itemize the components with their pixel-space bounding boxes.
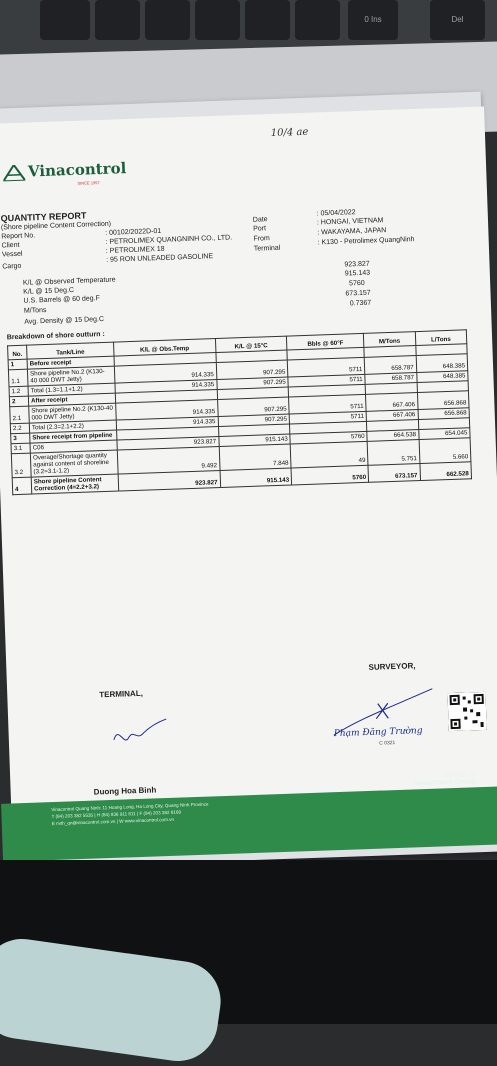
- table-cell-desc: Shore pipeline Content Correction (4=2.2+3.2): [31, 474, 119, 494]
- right-field-label: From: [253, 235, 270, 243]
- terminal-signature: [108, 718, 169, 750]
- footer-member-of: Member of: [414, 771, 476, 780]
- breakdown-table: [7, 329, 472, 495]
- table-cell-kl-obs: 914.335: [116, 417, 218, 431]
- measure-value: 915.143: [345, 270, 371, 278]
- table-cell-mt: 658.787: [365, 373, 417, 385]
- right-field-value: : HONGAI, VIETNAM: [317, 217, 384, 226]
- field-label: Cargo: [2, 263, 21, 271]
- report-subtitle: (Shore pipeline Content Correction): [1, 221, 111, 232]
- field-value: : PETROLIMEX QUANGNINH CO., LTD.: [105, 234, 232, 245]
- table-cell-desc: After receipt: [28, 393, 115, 406]
- table-cell-mt: 664.538: [367, 430, 419, 442]
- vinacontrol-logo-icon: [3, 165, 26, 182]
- right-field-value: : WAKAYAMA, JAPAN: [317, 227, 386, 236]
- right-field-value: : 05/04/2022: [317, 209, 356, 217]
- right-field-label: Date: [253, 216, 268, 224]
- report-title: QUANTITY REPORT: [0, 210, 86, 223]
- keyboard-key: [295, 0, 340, 40]
- table-cell-desc: Total (2.3=2.1+2.2): [29, 420, 116, 433]
- table-cell-mt: 658.787: [364, 356, 416, 375]
- qr-code: [447, 692, 486, 731]
- table-cell-kl-obs: 914.335: [114, 363, 216, 384]
- keyboard-key: [95, 0, 140, 40]
- measure-value: 5760: [349, 280, 365, 288]
- table-cell-lt: 656.868: [417, 391, 469, 410]
- logo-text: Vinacontrol: [28, 159, 127, 180]
- footer-email: E nvth_qn@vinacontrol.com.vn | W www.vinacontrol.com.vn: [52, 815, 209, 827]
- table-cell-kl15: 907.295: [216, 377, 288, 389]
- keyboard-key: [245, 0, 290, 40]
- table-cell-no: 1: [8, 359, 27, 370]
- table-cell-bbls: 5711: [289, 411, 366, 424]
- table-cell-kl15: 907.295: [217, 397, 289, 416]
- table-cell-kl-obs: 914.335: [115, 380, 217, 394]
- table-cell-no: 3.2: [11, 453, 31, 478]
- table-cell-kl15: 7.848: [219, 444, 291, 470]
- table-cell-desc: Before receipt: [27, 356, 114, 369]
- quantity-report-page: [0, 107, 497, 859]
- vinacontrol-logo: [3, 159, 127, 181]
- table-cell-kl15: 915.143: [220, 468, 292, 487]
- surveyor-signature: Phạm Đăng Trường: [334, 726, 423, 739]
- table-cell-no: 2.1: [10, 406, 30, 424]
- table-cell-mt: 667.406: [366, 393, 418, 412]
- handwritten-mark: 10/4 ae: [271, 127, 309, 139]
- footer-phone: T (84) 203 382 5535 | H (84) 936 911 811 | F (84) 203 382 6169: [51, 808, 208, 820]
- table-cell-no: 1.1: [8, 369, 28, 387]
- table-cell-desc: Shore pipeline No.2 (K130-40 000 DWT Jetty): [29, 403, 117, 423]
- measure-value: 923.827: [344, 261, 370, 269]
- table-cell-bbls: 5711: [289, 394, 367, 414]
- measure-value: 673.157: [345, 290, 371, 298]
- table-cell-bbls: 49: [290, 441, 368, 468]
- measure-value: 0.7367: [350, 300, 372, 308]
- table-cell-lt: 662.528: [420, 462, 472, 481]
- table-cell-desc: Shore receipt from pipeline: [30, 430, 117, 443]
- table-cell-no: 3.1: [11, 443, 30, 454]
- field-label: Report No.: [1, 232, 35, 240]
- field-label: Vessel: [2, 251, 23, 259]
- column-header: M/Tons: [364, 332, 416, 348]
- table-cell-desc: Total (1.3=1.1+1.2): [28, 383, 115, 396]
- table-cell-no: 1.2: [9, 386, 28, 397]
- surveyor-label: SURVEYOR,: [368, 661, 415, 672]
- table-cell-no: 4: [12, 477, 32, 495]
- table-cell-no: 2: [9, 396, 28, 407]
- table-cell-kl15: 907.295: [218, 414, 290, 426]
- table-cell-mt: 5.751: [367, 440, 419, 466]
- table-cell-kl-obs: 9.492: [117, 447, 219, 475]
- keyboard-key-del: Del: [430, 0, 485, 40]
- table-cell-kl-obs: 914.335: [116, 400, 218, 421]
- measure-label: M/Tons: [24, 307, 47, 315]
- column-header: K/L @ 15°C: [215, 336, 287, 352]
- footer-address: Vinacontrol Quang Ninh: 11 Hoang Long, Ha Long City, Quang Ninh Province: [51, 801, 208, 813]
- terminal-name: Duong Hoa Binh: [94, 785, 157, 796]
- column-header: K/L @ Obs.Temp: [114, 339, 216, 357]
- field-value: : PETROLIMEX 18: [106, 246, 165, 255]
- keyboard-key-ins: 0 Ins: [348, 0, 398, 40]
- table-cell-bbls: 5760: [290, 431, 367, 444]
- field-value: : 00102/2022D-01: [105, 228, 161, 237]
- field-label: Client: [1, 242, 19, 250]
- table-cell-kl15: 915.143: [218, 434, 290, 446]
- column-header: No.: [8, 345, 27, 360]
- logo-since: SINCE 1957: [77, 180, 99, 186]
- table-cell-lt: 648.385: [416, 371, 468, 383]
- measure-label: K/L @ Observed Temperature: [23, 277, 116, 287]
- table-cell-bbls: 5760: [291, 465, 369, 485]
- table-cell-kl-obs: 923.827: [117, 437, 219, 451]
- table-cell-kl-obs: 923.827: [118, 470, 220, 491]
- breakdown-title: Breakdown of shore outturn :: [7, 331, 105, 341]
- keyboard-key: [40, 0, 90, 40]
- column-header: L/Tons: [415, 330, 467, 346]
- table-cell-kl15: 907.295: [216, 360, 288, 379]
- footer-member: [414, 771, 476, 787]
- table-cell-desc: Overage/Shortage quantity against content of shoreline (3.2=3.1-1.2): [30, 450, 118, 477]
- right-field-label: Port: [253, 225, 266, 232]
- measure-label: K/L @ 15 Deg.C: [23, 287, 74, 296]
- footer-group: Vinacontrol Group: [414, 778, 476, 787]
- table-cell-lt: 5.660: [419, 438, 471, 464]
- table-cell-lt: 648.385: [416, 354, 468, 373]
- table-cell-lt: 656.868: [418, 408, 470, 420]
- right-field-label: Terminal: [254, 245, 281, 253]
- table-cell-mt: 667.406: [366, 410, 418, 422]
- table-cell-bbls: 5711: [288, 374, 365, 387]
- table-cell-mt: 673.157: [368, 464, 420, 483]
- column-header: Tank/Line: [27, 342, 114, 359]
- keyboard-key: [195, 0, 240, 40]
- column-header: Bbls @ 60°F: [287, 333, 364, 350]
- measure-label: U.S. Barrels @ 60 deg.F: [23, 295, 100, 305]
- surveyor-code: C 0321: [379, 740, 395, 747]
- table-cell-no: 3: [11, 433, 30, 444]
- table-cell-desc: Shore pipeline No.2 (K130- 40 000 DWT Jetty): [27, 366, 115, 386]
- field-value: : 95 RON UNLEADED GASOLINE: [106, 253, 213, 264]
- measure-label: Avg. Density @ 15 Deg.C: [24, 316, 104, 326]
- keyboard-key: [145, 0, 190, 40]
- table-cell-no: 2.2: [10, 423, 29, 434]
- table-cell-bbls: 5711: [287, 357, 365, 377]
- table-cell-desc: C06: [30, 440, 117, 453]
- terminal-label: TERMINAL,: [99, 689, 143, 700]
- table-cell-lt: 654.045: [418, 428, 470, 440]
- right-field-value: : K130 - Petrolimex QuangNinh: [318, 236, 415, 246]
